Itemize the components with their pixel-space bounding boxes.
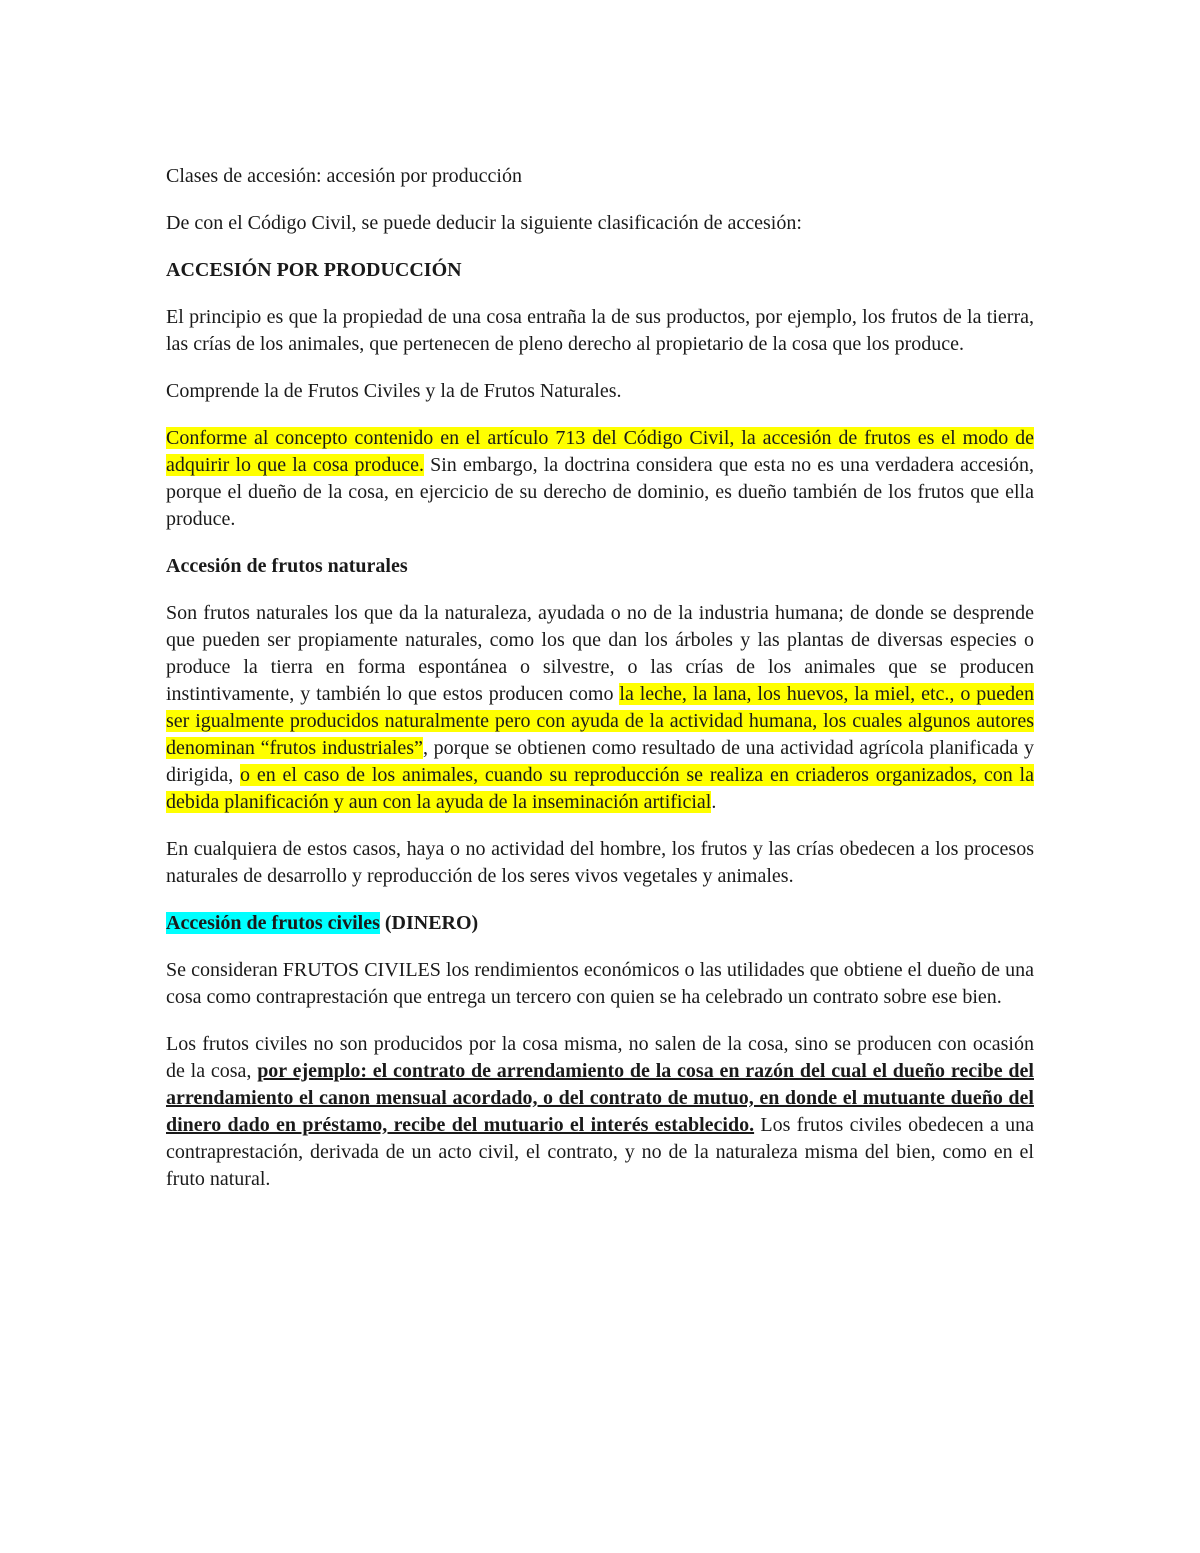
paragraph-text: . (711, 791, 717, 813)
civiles-explanation-paragraph (166, 1031, 1034, 1193)
paragraph-text: Sin embargo, la doctrina considera que esta no es una verdadera accesión, porque el dueño de la cosa, en ejercicio de su derecho de dominio, es dueño también de los frutos que ella produce. (166, 454, 1034, 530)
highlighted-text: Conforme al concepto contenido en el artículo 713 del Código Civil, la accesión de frutos es el modo de adquirir lo que la cosa produce. (166, 427, 1034, 476)
highlighted-text: la leche, la lana, los huevos, la miel, etc., o pueden ser igualmente producidos naturalmente pero con ayuda de la actividad humana, los cuales algunos autores denominan “frutos industriales” (166, 683, 1035, 759)
doc-title-line: Clases de accesión: accesión por producción (166, 165, 522, 187)
paragraph-text: Los frutos civiles obedecen a una contraprestación, derivada de un acto civil, el contrato, y no de la naturaleza misma del bien, como en el fruto natural. (166, 1114, 1034, 1190)
intro-paragraph: De con el Código Civil, se puede deducir la siguiente clasificación de accesión: (166, 212, 802, 234)
paragraph-text: , porque se obtienen como resultado de una actividad agrícola planificada y dirigida, (166, 737, 1034, 786)
civiles-definition-paragraph: Se consideran FRUTOS CIVILES los rendimientos económicos o las utilidades que obtiene el dueño de una cosa como contraprestación que entrega un tercero con quien se ha celebrado un contrato sobre ese bien. (166, 959, 1034, 1008)
section-heading-produccion: ACCESIÓN POR PRODUCCIÓN (166, 259, 462, 281)
paragraph-text: Los frutos civiles no son producidos por la cosa misma, no salen de la cosa, sino se producen con ocasión de la cosa, (166, 1033, 1034, 1082)
highlighted-text: o en el caso de los animales, cuando su reproducción se realiza en criaderos organizados, con la debida planificación y aun con la ayuda de la inseminación artificial (166, 764, 1034, 813)
casos-paragraph: En cualquiera de estos casos, haya o no actividad del hombre, los frutos y las crías obedecen a los procesos naturales de desarrollo y reproducción de los seres vivos vegetales y animales. (166, 838, 1034, 887)
heading-suffix: (DINERO) (379, 912, 479, 934)
section-heading-civiles (166, 910, 1034, 937)
section-heading-naturales: Accesión de frutos naturales (166, 555, 408, 577)
naturales-paragraph (166, 600, 1034, 816)
paragraph-text: Son frutos naturales los que da la naturaleza, ayudada o no de la industria humana; de donde se desprende que pueden ser propiamente naturales, como los que dan los árboles y las plantas de diversas especies o produce la tierra en forma espontánea o silvestre, o las crías de los animales que se producen instintivamente, y también lo que estos producen como (166, 602, 1034, 705)
concept-paragraph (166, 425, 1034, 533)
principle-paragraph: El principio es que la propiedad de una cosa entraña la de sus productos, por ejemplo, los frutos de la tierra, las crías de los animales, que pertenecen de pleno derecho al propietario de la cosa que los produce. (166, 306, 1034, 355)
comprende-paragraph: Comprende la de Frutos Civiles y la de Frutos Naturales. (166, 380, 622, 402)
highlighted-heading: Accesión de frutos civiles (166, 912, 380, 934)
underlined-example: por ejemplo: el contrato de arrendamiento de la cosa en razón del cual el dueño recibe del arrendamiento el canon mensual acordado, o del contrato de mutuo, en donde el mutuante dueño del dinero dado en préstamo, recibe del mutuario el interés establecido. (166, 1060, 1034, 1136)
